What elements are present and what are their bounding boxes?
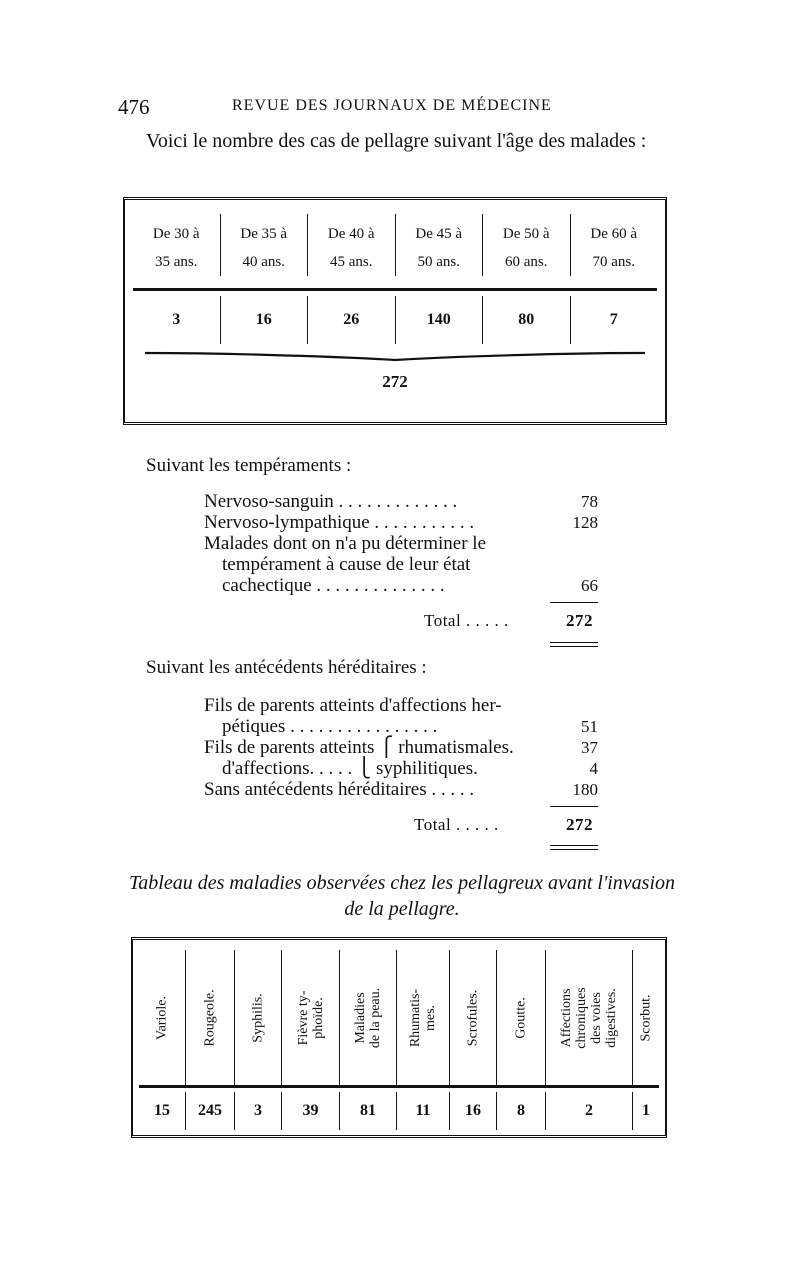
disease-value-cell: 81 (340, 1092, 397, 1130)
total-label: Total . . . . . (414, 815, 499, 834)
double-rule (550, 849, 598, 850)
double-rule (550, 642, 598, 643)
intro-paragraph: Voici le nombre des cas de pellagre suivant l'âge des malades : (146, 130, 647, 152)
disease-value-cell: 16 (450, 1092, 497, 1130)
age-table-header-row (133, 214, 657, 276)
disease-value-cell: 2 (546, 1092, 633, 1130)
table-divider (139, 1085, 659, 1088)
list-item: tempérament à cause de leur état (222, 554, 471, 575)
total-value: 272 (566, 815, 593, 834)
age-value-cell: 80 (483, 296, 571, 344)
disease-value-cell: 39 (282, 1092, 340, 1130)
disease-value-cell: 8 (497, 1092, 546, 1130)
disease-header-cell: Affections chroniques des voies digestives. (546, 950, 633, 1085)
list-item: Fils de parents atteints ⎧ rhumatismales. 37 (204, 737, 598, 758)
list-item: cachectique . . . . . . . . . . . . . . 66 (222, 575, 598, 596)
disease-header-cell: Syphilis. (235, 950, 282, 1085)
age-value-cell: 26 (308, 296, 396, 344)
disease-header-cell: Rougeole. (186, 950, 235, 1085)
disease-header-cell: Variole. (139, 950, 186, 1085)
list-item: Nervoso-lympathique . . . . . . . . . . . 128 (204, 512, 598, 533)
disease-header-cell: Maladies de la peau. (340, 950, 397, 1085)
disease-value-cell: 11 (397, 1092, 450, 1130)
age-total: 272 (382, 372, 408, 391)
age-header-cell: De 60 à 70 ans. (590, 226, 638, 270)
age-header-cell: De 50 à 60 ans. (483, 214, 571, 276)
disease-table-header-row (139, 950, 659, 1085)
age-value-cell: 3 (133, 296, 221, 344)
disease-table-value-row (139, 1092, 659, 1130)
age-value-cell: 7 (609, 311, 618, 328)
disease-header-cell: Scrofules. (450, 950, 497, 1085)
running-title: REVUE DES JOURNAUX DE MÉDECINE (232, 97, 552, 114)
brace-icon (145, 350, 645, 362)
list-item: Sans antécédents héréditaires . . . . . 180 (204, 779, 598, 800)
age-header-cell: De 35 à 40 ans. (221, 214, 309, 276)
table-caption: Tableau des maladies observées chez les pellagreux avant l'invasion de la pellagre. (128, 872, 676, 920)
disease-value-cell: 15 (139, 1092, 186, 1130)
list-item: Malades dont on n'a pu déterminer le (204, 533, 487, 554)
table-divider (133, 288, 657, 291)
disease-header-cell: Goutte. (497, 950, 546, 1085)
section-heading-temperaments: Suivant les tempéraments : (146, 455, 352, 476)
age-header-cell: De 45 à 50 ans. (396, 214, 484, 276)
list-item: Nervoso-sanguin . . . . . . . . . . . . . 78 (204, 491, 598, 512)
age-value-cell: 16 (221, 296, 309, 344)
disease-table (131, 937, 667, 1138)
disease-header-cell: Fièvre ty- phoïde. (282, 950, 340, 1085)
page-number: 476 (118, 95, 150, 119)
double-rule (550, 646, 598, 647)
disease-header-cell: Rhumatis- mes. (397, 950, 450, 1085)
age-table (123, 197, 667, 425)
disease-value-cell: 245 (186, 1092, 235, 1130)
age-table-value-row (133, 296, 657, 344)
list-item: pétiques . . . . . . . . . . . . . . . . 51 (222, 716, 598, 737)
disease-value-cell: 1 (642, 1102, 650, 1119)
double-rule (550, 845, 598, 846)
age-value-cell: 140 (396, 296, 484, 344)
sum-rule (550, 602, 598, 603)
total-value: 272 (566, 611, 593, 630)
list-item: d'affections. . . . . ⎩ syphilitiques. 4 (222, 758, 598, 779)
age-header-cell: De 40 à 45 ans. (308, 214, 396, 276)
list-item: Fils de parents atteints d'affections her- (204, 695, 502, 716)
disease-value-cell: 3 (235, 1092, 282, 1130)
disease-header-cell: Scorbut. (638, 993, 654, 1042)
age-header-cell: De 30 à 35 ans. (133, 214, 221, 276)
section-heading-heredity: Suivant les antécédents héréditaires : (146, 657, 427, 678)
sum-rule (550, 806, 598, 807)
total-label: Total . . . . . (424, 611, 509, 630)
